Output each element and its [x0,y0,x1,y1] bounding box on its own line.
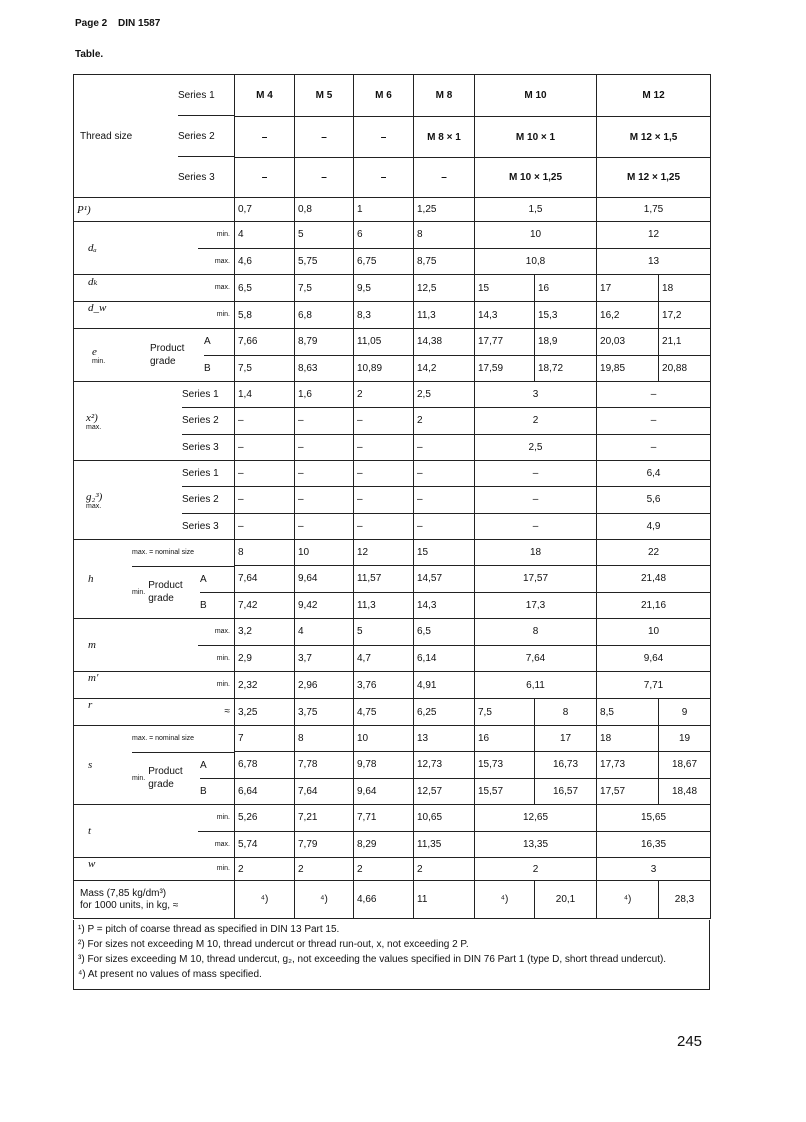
value-cell: 8 [475,619,597,646]
value-cell: 3 [475,382,597,408]
table-caption: Table. [75,49,104,60]
qualifier: min. [216,654,230,662]
qualifier: max. [214,284,230,291]
value-cell: 11,3 [414,302,475,329]
series1-label: Series 1 [182,461,234,487]
value-cell: 19,85 [597,355,659,382]
value-cell: 8,63 [295,355,354,382]
size-cell: – [235,157,295,197]
value-cell: 17,77 [475,329,535,356]
row-label [74,275,235,302]
value-cell: 11 [414,881,475,919]
grade-a: A [204,329,234,356]
value-cell: 4,7 [354,645,414,672]
table-row [74,619,711,646]
grade-label: grade [150,356,176,367]
value-cell: 7,64 [475,645,597,672]
value-cell: 10 [354,726,414,752]
value-cell: 6,78 [235,752,295,778]
value-cell: 2 [414,408,475,434]
value-cell: 7,5 [295,275,354,302]
value-cell: 6,4 [597,461,711,487]
value-cell: 28,3 [659,881,711,919]
size-cell: M 12 [597,75,711,117]
value-cell: ⁴) [295,881,354,919]
series1-label: Series 1 [182,382,234,408]
value-cell: – [475,513,597,539]
size-cell: M 5 [295,75,354,117]
value-cell: 2,96 [295,672,354,699]
value-cell: 18 [659,275,711,302]
value-cell: 10 [295,540,354,566]
value-cell: 5,74 [235,831,295,858]
value-cell: 17,57 [597,778,659,804]
value-cell: 4,6 [235,248,295,275]
table-row [74,75,711,117]
value-cell: 2 [295,858,354,881]
standard-label: DIN 1587 [118,18,161,29]
row-label [74,672,235,699]
value-cell: – [414,487,475,513]
value-cell: ⁴) [475,881,535,919]
table-row [74,540,711,566]
value-cell: 17,3 [475,592,597,618]
value-cell: 3,76 [354,672,414,699]
footnote: ¹) P = pitch of coarse thread as specified in DIN 13 Part 15. [78,924,340,935]
value-cell: 21,1 [659,329,711,356]
qualifier: min. [198,222,234,249]
value-cell: 18 [475,540,597,566]
series3-label: Series 3 [178,171,215,183]
value-cell: 22 [597,540,711,566]
mass-label-line1: Mass (7,85 kg/dm³) [80,887,167,899]
size-cell: M 10 × 1,25 [475,157,597,197]
size-cell: M 10 × 1 [475,117,597,157]
value-cell: – [475,461,597,487]
row-label [74,699,235,726]
value-cell: – [475,487,597,513]
value-cell: 5,6 [597,487,711,513]
value-cell: 10,8 [475,248,597,275]
footnotes [73,920,710,990]
value-cell: 12 [354,540,414,566]
value-cell: 3,7 [295,645,354,672]
value-cell: 12 [597,222,711,249]
series3-label: Series 3 [182,520,219,532]
value-cell: – [414,461,475,487]
value-cell: 7,71 [354,805,414,832]
dimensions-table [73,74,711,919]
size-cell: M 6 [354,75,414,117]
qualifier: min. [132,774,146,782]
value-cell: 8,29 [354,831,414,858]
value-cell: – [235,461,295,487]
value-cell: 18,48 [659,778,711,804]
footnote: ⁴) At present no values of mass specified. [78,969,262,980]
value-cell: ⁴) [235,881,295,919]
value-cell: – [354,434,414,460]
value-cell: 9 [659,699,711,726]
value-cell: 6 [354,222,414,249]
value-cell: 12,65 [475,805,597,832]
table-row [74,222,711,249]
footnote: ³) For sizes exceeding M 10, thread undercut, g₂, not exceeding the values specified in DIN 76 Part 1 (type D, short thread undercut). [78,954,667,965]
value-cell: 7 [235,726,295,752]
value-cell: 8,79 [295,329,354,356]
qualifier: min. [132,588,146,596]
value-cell: 16 [535,275,597,302]
product-label: Product [150,343,185,354]
table-row [74,329,711,356]
value-cell: – [235,487,295,513]
grade-label: grade [148,593,174,605]
value-cell: 15,73 [475,752,535,778]
value-cell: 15,57 [475,778,535,804]
value-cell: – [295,434,354,460]
value-cell: 11,57 [354,566,414,592]
value-cell: 16,73 [535,752,597,778]
value-cell: 6,11 [475,672,597,699]
grade-b: B [200,785,207,797]
value-cell: 9,5 [354,275,414,302]
row-label [74,382,235,461]
table-row [74,805,711,832]
value-cell: 8 [295,726,354,752]
size-cell: – [354,117,414,157]
size-cell: M 4 [235,75,295,117]
value-cell: 6,64 [235,778,295,804]
value-cell: 17,2 [659,302,711,329]
value-cell: 8,75 [414,248,475,275]
symbol: e [92,345,97,358]
value-cell: 14,3 [414,592,475,618]
value-cell: – [354,461,414,487]
value-cell: 13 [597,248,711,275]
grade-a: A [200,567,234,593]
thread-size-cell [74,75,235,198]
row-label [74,302,235,329]
value-cell: 8 [535,699,597,726]
value-cell: 2 [475,408,597,434]
value-cell: 15 [414,540,475,566]
qualifier: max. = nominal size [132,540,234,567]
value-cell: 9,64 [597,645,711,672]
value-cell: 6,25 [414,699,475,726]
value-cell: 3,75 [295,699,354,726]
symbol: dₐ [88,242,97,254]
value-cell: 12,73 [414,752,475,778]
value-cell: 20,88 [659,355,711,382]
value-cell: 17 [597,275,659,302]
size-cell: M 12 × 1,25 [597,157,711,197]
value-cell: 7,64 [295,778,354,804]
value-cell: 14,2 [414,355,475,382]
value-cell: 1,6 [295,382,354,408]
value-cell: – [295,513,354,539]
row-label [74,222,235,275]
value-cell: 5,8 [235,302,295,329]
value-cell: 14,57 [414,566,475,592]
value-cell: 16,57 [535,778,597,804]
value-cell: 18,67 [659,752,711,778]
symbol: h [88,573,94,585]
value-cell: 2 [475,858,597,881]
value-cell: 7,5 [475,699,535,726]
value-cell: 4,9 [597,513,711,539]
value-cell: 6,14 [414,645,475,672]
table-row [74,302,711,329]
value-cell: – [295,487,354,513]
value-cell: 16,35 [597,831,711,858]
page-header [75,18,160,29]
size-cell: – [295,157,354,197]
row-label [74,858,235,881]
value-cell: 2,9 [235,645,295,672]
value-cell: 9,42 [295,592,354,618]
symbol: m [88,639,96,651]
series1-label: Series 1 [178,75,234,116]
value-cell: 7,5 [235,355,295,382]
mass-label [74,881,235,919]
symbol: d_w [88,302,107,314]
qualifier: max. [86,423,102,431]
qualifier: min. [216,311,230,318]
value-cell: 17,73 [597,752,659,778]
series2-label: Series 2 [182,408,234,434]
row-label [74,540,235,619]
value-cell: 7,78 [295,752,354,778]
value-cell: 9,78 [354,752,414,778]
symbol: P¹) [77,203,91,216]
table-row [74,382,711,408]
thread-size-label: Thread size [80,130,133,142]
value-cell: 11,05 [354,329,414,356]
value-cell: 18,72 [535,355,597,382]
value-cell: 2,32 [235,672,295,699]
qualifier: min. [216,681,230,688]
series3-label: Series 3 [182,441,219,453]
value-cell: – [597,382,711,408]
value-cell: 6,8 [295,302,354,329]
value-cell: 8,5 [597,699,659,726]
value-cell: 15 [475,275,535,302]
table-row [74,198,711,222]
value-cell: 5,26 [235,805,295,832]
symbol: s [88,759,93,771]
value-cell: 2 [414,858,475,881]
value-cell: 21,16 [597,592,711,618]
qualifier: max. [214,257,230,265]
value-cell: 5,75 [295,248,354,275]
value-cell: 7,71 [597,672,711,699]
value-cell: 15,3 [535,302,597,329]
qualifier: min. [92,357,106,365]
value-cell: 7,79 [295,831,354,858]
row-label [74,198,235,222]
value-cell: 6,5 [414,619,475,646]
table-row [74,275,711,302]
value-cell: 11,35 [414,831,475,858]
value-cell: ⁴) [597,881,659,919]
symbol: m′ [88,672,99,684]
value-cell: 19 [659,726,711,752]
qualifier: max. [214,840,230,848]
value-cell: – [354,513,414,539]
value-cell: – [414,434,475,460]
symbol: t [88,825,92,837]
size-cell: M 8 × 1 [414,117,475,157]
value-cell: 13 [414,726,475,752]
qualifier: max. [86,502,102,510]
value-cell: 1,75 [597,198,711,222]
row-label [74,461,235,540]
size-cell: M 8 [414,75,475,117]
value-cell: 1,25 [414,198,475,222]
value-cell: 7,21 [295,805,354,832]
table-row [74,672,711,699]
value-cell: 1 [354,198,414,222]
page-number: 245 [677,1033,703,1050]
value-cell: 16 [475,726,535,752]
value-cell: – [597,408,711,434]
value-cell: 16,2 [597,302,659,329]
value-cell: 10 [597,619,711,646]
value-cell: 12,5 [414,275,475,302]
series2-label: Series 2 [182,487,234,513]
page-label: Page 2 [75,18,108,29]
value-cell: – [235,408,295,434]
table-row [74,699,711,726]
table-row [74,858,711,881]
value-cell: 21,48 [597,566,711,592]
value-cell: 3,2 [235,619,295,646]
value-cell: – [295,461,354,487]
symbol: w [88,858,96,870]
value-cell: 8 [414,222,475,249]
row-label [74,329,235,382]
value-cell: 10 [475,222,597,249]
value-cell: 4,66 [354,881,414,919]
size-cell: M 12 × 1,5 [597,117,711,157]
qualifier: max. [198,619,234,646]
value-cell: 3,25 [235,699,295,726]
value-cell: 7,64 [235,566,295,592]
value-cell: 4,91 [414,672,475,699]
value-cell: – [295,408,354,434]
grade-label: grade [148,779,174,791]
value-cell: 12,57 [414,778,475,804]
grade-a: A [200,753,234,779]
value-cell: 9,64 [354,778,414,804]
value-cell: 10,65 [414,805,475,832]
row-label [74,619,235,672]
size-cell: – [354,157,414,197]
grade-b: B [204,362,211,374]
value-cell: 15,65 [597,805,711,832]
value-cell: 2,5 [414,382,475,408]
symbol: dₖ [88,276,98,288]
value-cell: 7,66 [235,329,295,356]
value-cell: 18 [597,726,659,752]
value-cell: 5 [354,619,414,646]
value-cell: 20,1 [535,881,597,919]
value-cell: 2 [354,382,414,408]
value-cell: 1,4 [235,382,295,408]
table-row [74,726,711,752]
size-cell: – [414,157,475,197]
value-cell: 17 [535,726,597,752]
value-cell: – [414,513,475,539]
symbol: r [88,699,93,711]
value-cell: 17,57 [475,566,597,592]
value-cell: 8,3 [354,302,414,329]
value-cell: 14,3 [475,302,535,329]
symbol: x²) [86,411,98,424]
value-cell: 4 [235,222,295,249]
value-cell: 7,42 [235,592,295,618]
qualifier: min. [198,805,234,832]
value-cell: 14,38 [414,329,475,356]
value-cell: 0,7 [235,198,295,222]
value-cell: 4 [295,619,354,646]
value-cell: 2,5 [475,434,597,460]
size-cell: M 10 [475,75,597,117]
mass-label-line2: for 1000 units, in kg, ≈ [80,899,179,911]
value-cell: 0,8 [295,198,354,222]
value-cell: – [354,408,414,434]
qualifier: max. = nominal size [132,726,234,753]
symbol: g₂³) [86,490,103,503]
value-cell: 17,59 [475,355,535,382]
value-cell: 6,75 [354,248,414,275]
footnote: ²) For sizes not exceeding M 10, thread undercut or thread run-out, x, not exceeding 2 P. [78,939,469,950]
value-cell: – [354,487,414,513]
product-label: Product [148,580,183,592]
value-cell: – [597,434,711,460]
value-cell: 10,89 [354,355,414,382]
grade-b: B [200,599,207,611]
value-cell: 13,35 [475,831,597,858]
table-row [74,881,711,919]
row-label [74,805,235,858]
value-cell: 20,03 [597,329,659,356]
value-cell: 18,9 [535,329,597,356]
value-cell: 11,3 [354,592,414,618]
value-cell: 8 [235,540,295,566]
value-cell: – [235,513,295,539]
size-cell: – [295,117,354,157]
row-label [74,726,235,805]
qualifier: ≈ [224,706,230,717]
value-cell: 6,5 [235,275,295,302]
value-cell: 5 [295,222,354,249]
table-row [74,461,711,487]
value-cell: – [235,434,295,460]
series2-label: Series 2 [178,116,234,157]
product-label: Product [148,766,183,778]
value-cell: 2 [235,858,295,881]
value-cell: 3 [597,858,711,881]
qualifier: min. [216,865,230,872]
value-cell: 9,64 [295,566,354,592]
value-cell: 2 [354,858,414,881]
value-cell: 1,5 [475,198,597,222]
size-cell: – [235,117,295,157]
value-cell: 4,75 [354,699,414,726]
